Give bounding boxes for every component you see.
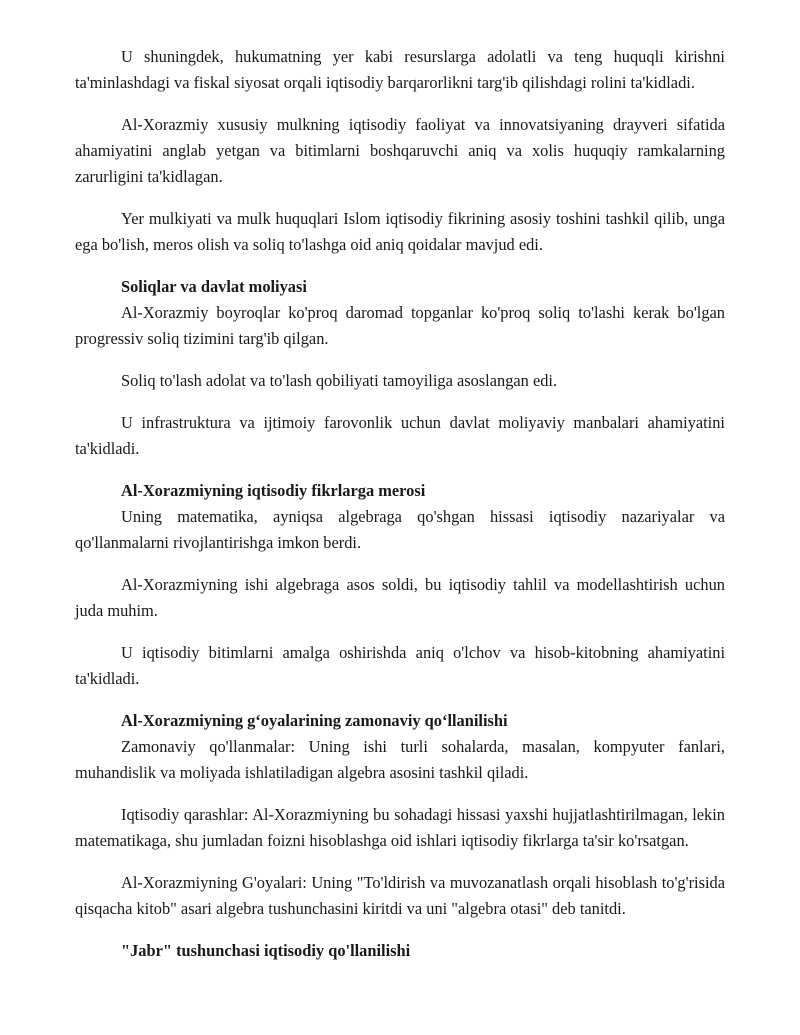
paragraph: Zamonaviy qo'llanmalar: Uning ishi turli sohalarda, masalan, kompyuter fanlari, muhandislik va moliyada ishlatiladigan algebra asosini tashkil qiladi. [75,737,725,782]
paragraph: Soliq to'lash adolat va to'lash qobiliyati tamoyiliga asoslangan edi. [121,371,558,390]
paragraph: Al-Xorazmiyning G'oyalari: Uning "To'ldirish va muvozanatlash orqali hisoblash to'g'risida qisqacha kitob" asari algebra tushunchasini kiritdi va uni "algebra otasi" deb tanitdi. [75,873,725,918]
section-heading: "Jabr" tushunchasi iqtisodiy qo'llanilishi [121,941,411,960]
paragraph: Al-Xorazmiy boyroqlar ko'proq daromad topganlar ko'proq soliq to'lashi kerak bo'lgan progressiv soliq tizimini targ'ib qilgan. [75,303,725,348]
paragraph: Al-Xorazmiy xususiy mulkning iqtisodiy faoliyat va innovatsiyaning drayveri sifatida ahamiyatini anglab yetgan va bitimlarni boshqaruvchi aniq va xolis huquqiy ramkalarning zarurligini ta'kidlagan. [75,115,725,186]
section-heading: Al-Xorazmiyning g‘oyalarining zamonaviy qo‘llanilishi [121,711,508,730]
paragraph: U iqtisodiy bitimlarni amalga oshirishda aniq o'lchov va hisob-kitobning ahamiyatini ta'kidladi. [75,643,725,688]
paragraph: Al-Xorazmiyning ishi algebraga asos soldi, bu iqtisodiy tahlil va modellashtirish uchun juda muhim. [75,575,725,620]
section-heading: Al-Xorazmiyning iqtisodiy fikrlarga merosi [121,481,426,500]
paragraph: Uning matematika, ayniqsa algebraga qo'shgan hissasi iqtisodiy nazariyalar va qo'llanmalarni rivojlantirishga imkon berdi. [75,507,725,552]
document-page [75,44,725,964]
paragraph: Iqtisodiy qarashlar: Al-Xorazmiyning bu sohadagi hissasi yaxshi hujjatlashtirilmagan, lekin matematikaga, shu jumladan foizni hisoblashga oid ishlari iqtisodiy fikrlarga ta'sir ko'rsatgan. [75,805,725,850]
paragraph: U shuningdek, hukumatning yer kabi resurslarga adolatli va teng huquqli kirishni ta'minlashdagi va fiskal siyosat orqali iqtisodiy barqarorlikni targ'ib qilishdagi rolini ta'kidladi. [75,47,725,92]
paragraph: Yer mulkiyati va mulk huquqlari Islom iqtisodiy fikrining asosiy toshini tashkil qilib, unga ega bo'lish, meros olish va soliq to'lashga oid aniq qoidalar mavjud edi. [75,209,725,254]
section-heading: Soliqlar va davlat moliyasi [121,277,307,296]
paragraph: U infrastruktura va ijtimoiy farovonlik uchun davlat moliyaviy manbalari ahamiyatini ta'kidladi. [75,413,725,458]
